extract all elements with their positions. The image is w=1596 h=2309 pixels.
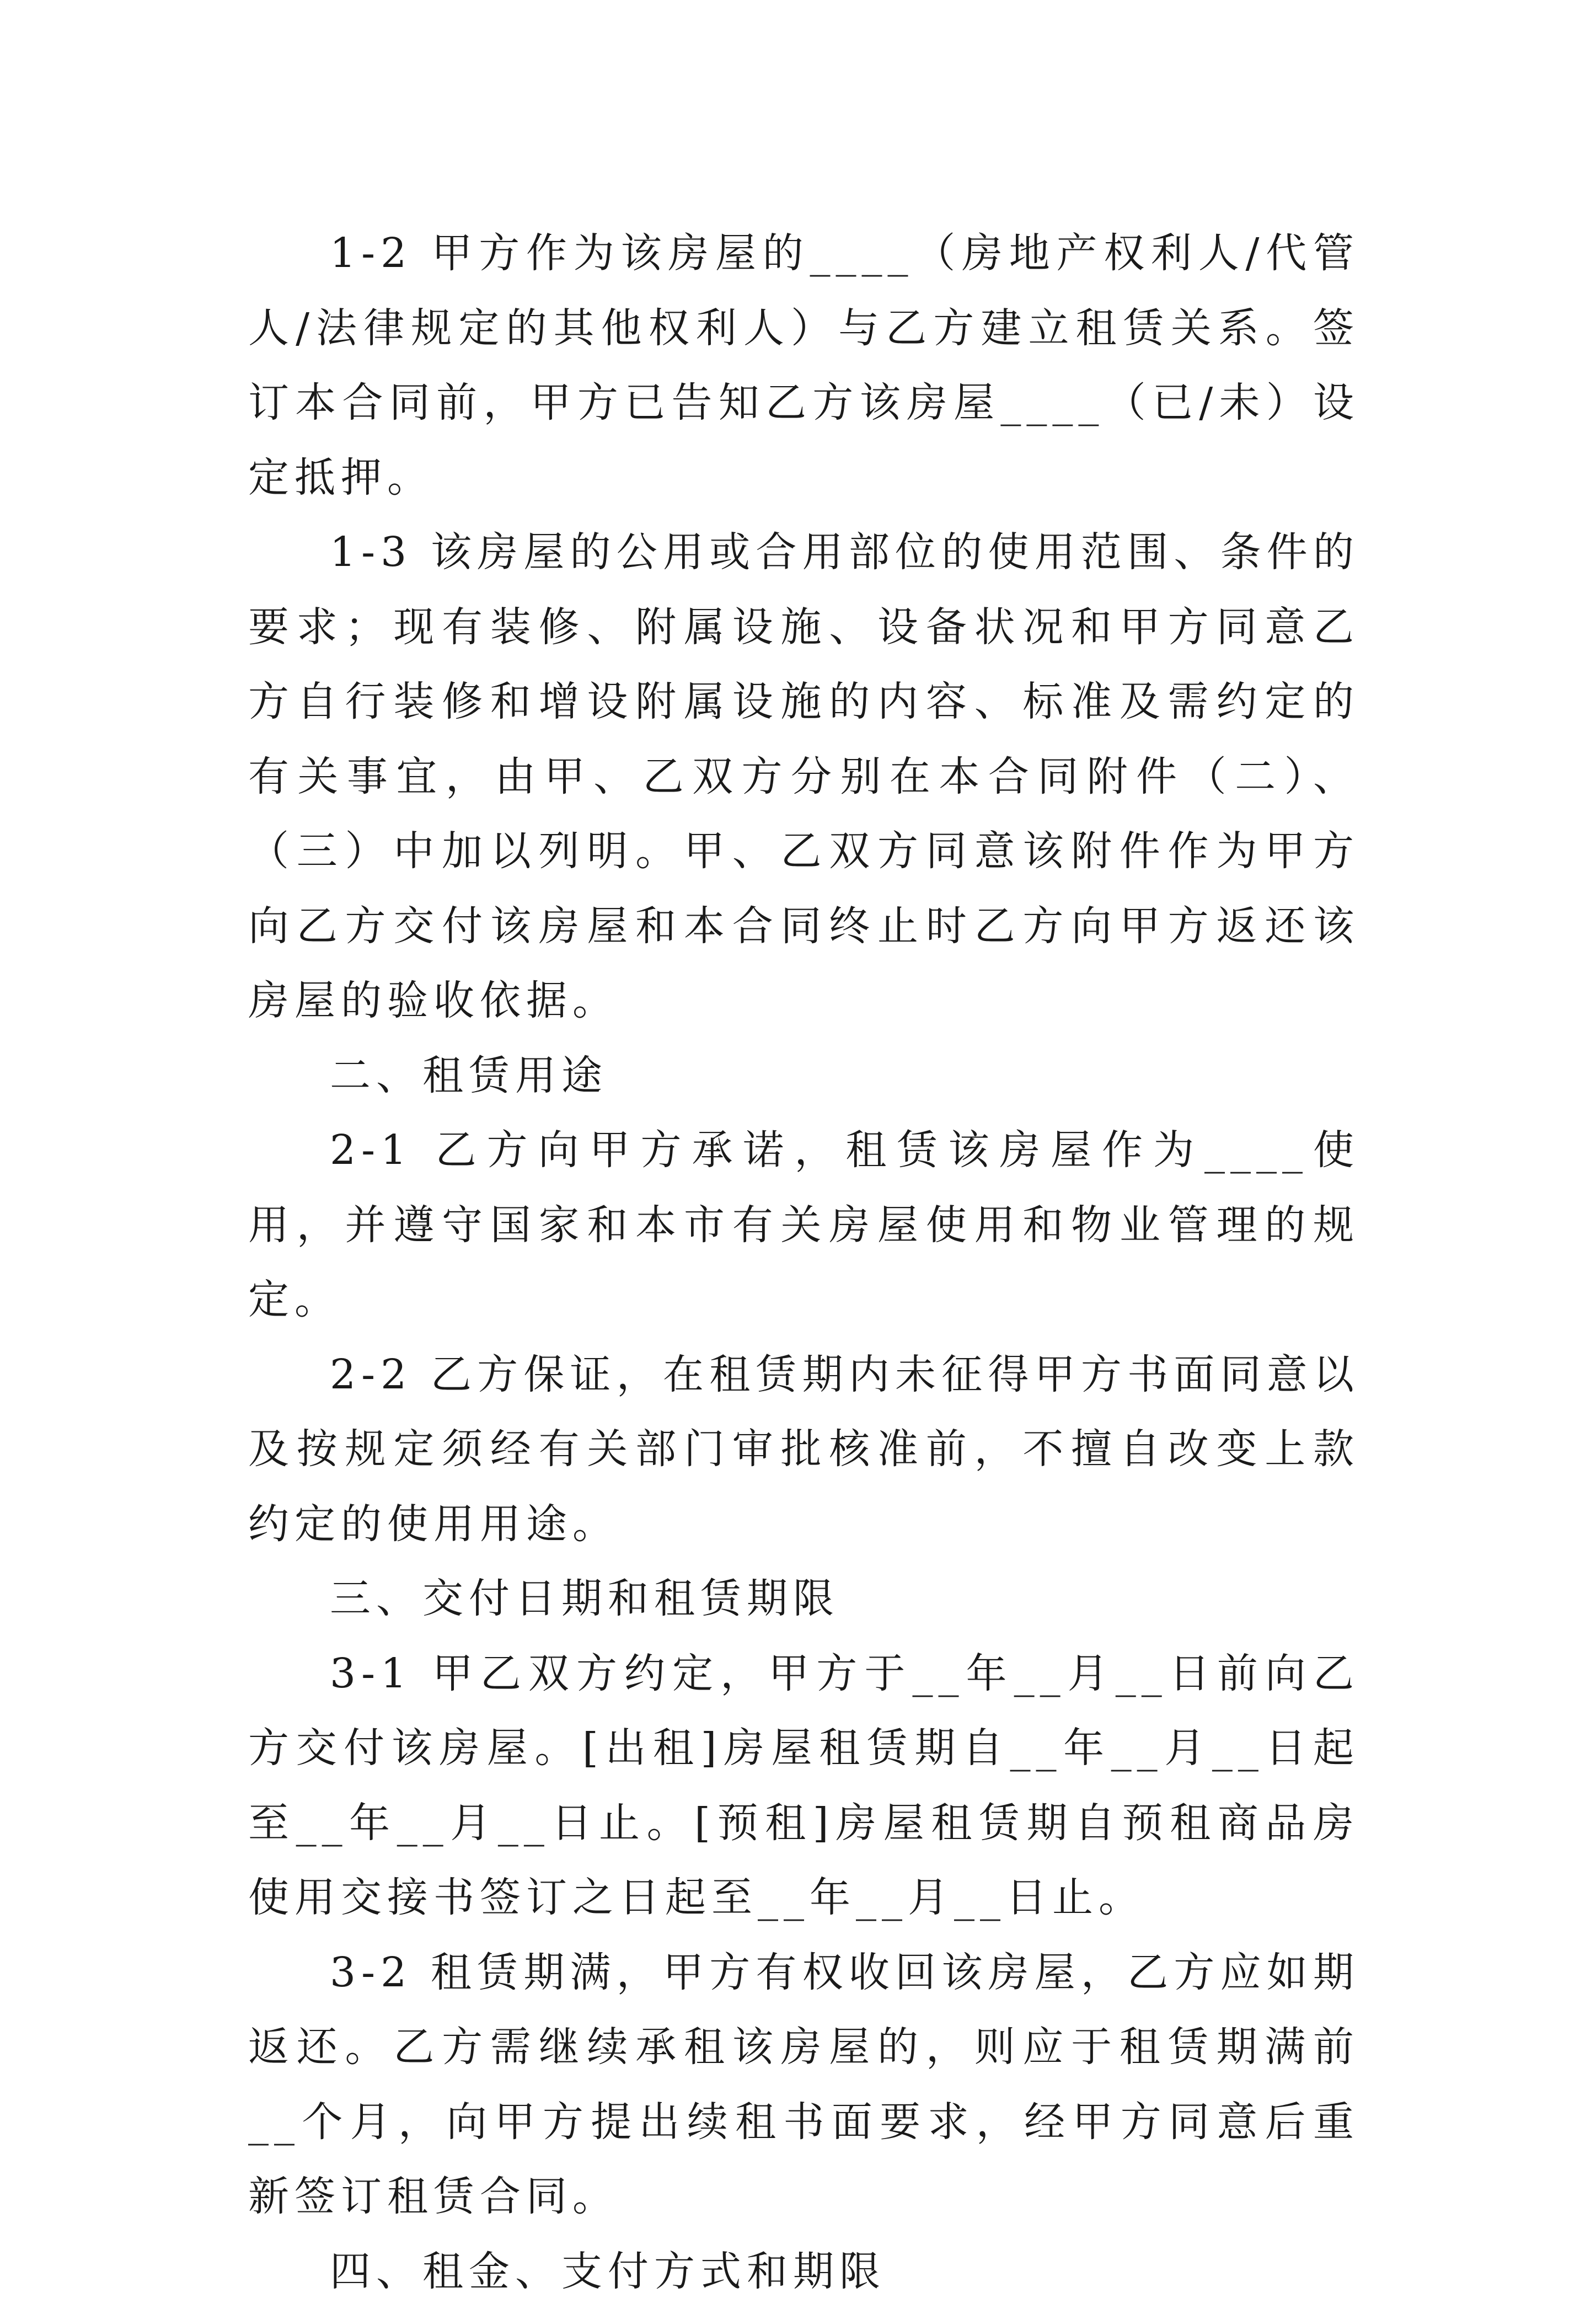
clause-2-1: 2-1 乙方向甲方承诺，租赁该房屋作为____使用，并遵守国家和本市有关房屋使用和物业管理的规定。 (248, 1113, 1359, 1338)
section-heading-4: 四、租金、支付方式和期限 (248, 2235, 1359, 2309)
clause-1-2: 1-2 甲方作为该房屋的____（房地产权利人/代管人/法律规定的其他权利人）与乙方建立租赁关系。签订本合同前，甲方已告知乙方该房屋____（已/未）设定抵押。 (248, 216, 1359, 515)
clause-3-2: 3-2 租赁期满，甲方有权收回该房屋，乙方应如期返还。乙方需继续承租该房屋的，则应于租赁期满前__个月，向甲方提出续租书面要求，经甲方同意后重新签订租赁合同。 (248, 1936, 1359, 2235)
section-heading-2: 二、租赁用途 (248, 1039, 1359, 1114)
clause-1-3: 1-3 该房屋的公用或合用部位的使用范围、条件的要求；现有装修、附属设施、设备状况和甲方同意乙方自行装修和增设附属设施的内容、标准及需约定的有关事宜，由甲、乙双方分别在本合同附件（二）、（三）中加以列明。甲、乙双方同意该附件作为甲方向乙方交付该房屋和本合同终止时乙方向甲方返还该房屋的验收依据。 (248, 515, 1359, 1039)
clause-2-2: 2-2 乙方保证，在租赁期内未征得甲方书面同意以及按规定须经有关部门审批核准前，不擅自改变上款约定的使用用途。 (248, 1338, 1359, 1562)
clause-3-1: 3-1 甲乙双方约定，甲方于__年__月__日前向乙方交付该房屋。[出租]房屋租赁期自__年__月__日起至__年__月__日止。[预租]房屋租赁期自预租商品房使用交接书签订之日起至__年__月__日止。 (248, 1637, 1359, 1936)
section-heading-3: 三、交付日期和租赁期限 (248, 1562, 1359, 1637)
document-page (248, 216, 1359, 2309)
